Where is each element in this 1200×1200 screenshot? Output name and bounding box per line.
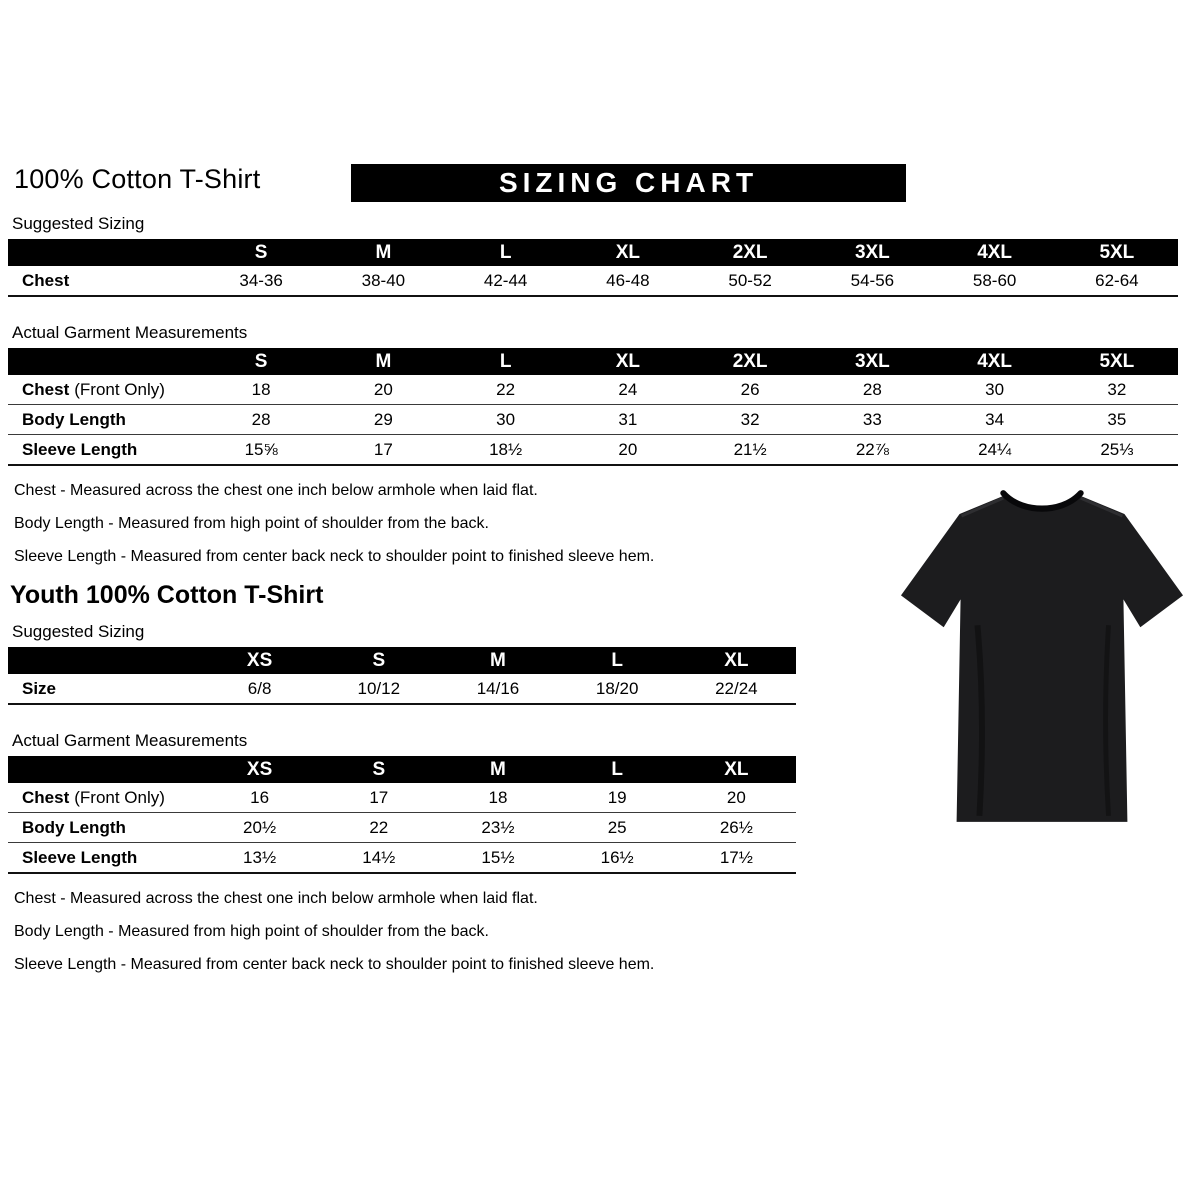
size-header: 3XL bbox=[811, 348, 933, 375]
size-cell: 18 bbox=[488, 787, 508, 807]
size-cell: 15½ bbox=[481, 847, 515, 867]
size-cell: 46-48 bbox=[606, 270, 650, 290]
size-cell: 34-36 bbox=[239, 270, 283, 290]
row-label-text: Chest bbox=[22, 787, 70, 807]
size-header: 2XL bbox=[689, 348, 811, 375]
row-label bbox=[8, 843, 200, 874]
row-label bbox=[8, 405, 200, 435]
size-cell: 21½ bbox=[733, 439, 767, 459]
row-label-text: Body Length bbox=[22, 817, 126, 837]
youth-garment-table bbox=[8, 756, 796, 874]
table-row bbox=[8, 435, 1178, 466]
row-label-note: (Front Only) bbox=[74, 787, 165, 807]
row-label-text: Sleeve Length bbox=[22, 439, 138, 459]
size-header: 5XL bbox=[1056, 348, 1178, 375]
size-header: M bbox=[438, 647, 557, 674]
size-header: XS bbox=[200, 756, 319, 783]
size-header: XL bbox=[677, 756, 796, 783]
youth-measurement-notes bbox=[14, 890, 1192, 974]
size-cell: 24 bbox=[618, 379, 638, 399]
adult-suggested-label: Suggested Sizing bbox=[12, 214, 145, 233]
table-row bbox=[8, 843, 796, 874]
size-header: 4XL bbox=[934, 348, 1056, 375]
table-header-row bbox=[8, 756, 796, 783]
row-label-text: Chest bbox=[22, 270, 70, 290]
size-header: M bbox=[322, 239, 444, 266]
size-header-blank bbox=[8, 647, 200, 674]
size-header: S bbox=[319, 647, 438, 674]
row-label bbox=[8, 266, 200, 296]
row-label-text: Chest bbox=[22, 379, 70, 399]
size-cell: 42-44 bbox=[483, 270, 528, 290]
size-cell: 32 bbox=[740, 409, 760, 429]
size-header: XS bbox=[200, 647, 319, 674]
size-header: 4XL bbox=[934, 239, 1056, 266]
row-label bbox=[8, 783, 200, 813]
size-header: XL bbox=[567, 239, 689, 266]
size-header-blank bbox=[8, 348, 200, 375]
size-cell: 18 bbox=[251, 379, 271, 399]
size-header: M bbox=[322, 348, 444, 375]
size-cell: 17½ bbox=[719, 847, 753, 867]
size-cell: 18/20 bbox=[595, 678, 639, 698]
size-cell: 25 bbox=[607, 817, 627, 837]
size-cell: 54-56 bbox=[850, 270, 895, 290]
tshirt-body bbox=[901, 495, 1183, 822]
size-cell: 28 bbox=[251, 409, 271, 429]
size-cell: 62-64 bbox=[1095, 270, 1139, 290]
row-label-text: Sleeve Length bbox=[22, 847, 138, 867]
size-header: XL bbox=[567, 348, 689, 375]
size-header: L bbox=[558, 647, 677, 674]
size-cell: 34 bbox=[985, 409, 1005, 429]
size-cell: 20 bbox=[373, 379, 393, 399]
size-cell: 22 bbox=[496, 379, 516, 399]
table-header-row bbox=[8, 647, 796, 674]
size-header-blank bbox=[8, 239, 200, 266]
row-label bbox=[8, 813, 200, 843]
size-cell: 58-60 bbox=[972, 270, 1017, 290]
size-cell: 38-40 bbox=[361, 270, 406, 290]
size-cell: 23½ bbox=[481, 817, 515, 837]
size-cell: 30 bbox=[985, 379, 1005, 399]
tshirt-graphic bbox=[898, 476, 1186, 834]
size-cell: 25⅓ bbox=[1100, 439, 1134, 459]
adult-garment-table bbox=[8, 348, 1178, 466]
note-line: Body Length - Measured from high point of shoulder from the back. bbox=[14, 923, 489, 940]
row-label-text: Body Length bbox=[22, 409, 126, 429]
size-cell: 22 bbox=[369, 817, 389, 837]
size-header: 2XL bbox=[689, 239, 811, 266]
row-label-text: Size bbox=[22, 678, 57, 698]
size-cell: 16 bbox=[250, 787, 270, 807]
size-header-blank bbox=[8, 756, 200, 783]
size-header: S bbox=[200, 239, 322, 266]
size-cell: 17 bbox=[373, 439, 393, 459]
table-header-row bbox=[8, 348, 1178, 375]
adult-garment-label: Actual Garment Measurements bbox=[12, 323, 248, 342]
size-header: L bbox=[445, 239, 567, 266]
black-tshirt-image bbox=[898, 476, 1186, 834]
size-cell: 35 bbox=[1107, 409, 1127, 429]
row-label bbox=[8, 674, 200, 704]
size-cell: 28 bbox=[862, 379, 882, 399]
size-cell: 24¼ bbox=[978, 439, 1012, 459]
size-cell: 17 bbox=[369, 787, 389, 807]
size-cell: 20½ bbox=[243, 817, 277, 837]
size-header: S bbox=[200, 348, 322, 375]
header-row bbox=[8, 164, 1192, 202]
size-cell: 50-52 bbox=[728, 270, 772, 290]
size-cell: 14/16 bbox=[476, 678, 520, 698]
youth-garment-label: Actual Garment Measurements bbox=[12, 731, 248, 750]
youth-suggested-label: Suggested Sizing bbox=[12, 622, 145, 641]
table-row bbox=[8, 266, 1178, 296]
note-line: Sleeve Length - Measured from center back neck to shoulder point to finished sleeve hem. bbox=[14, 548, 655, 565]
size-cell: 16½ bbox=[600, 847, 634, 867]
youth-section-title: Youth 100% Cotton T-Shirt bbox=[10, 581, 324, 609]
table-row bbox=[8, 405, 1178, 435]
size-header: 5XL bbox=[1056, 239, 1178, 266]
size-cell: 26½ bbox=[719, 817, 753, 837]
size-header: XL bbox=[677, 647, 796, 674]
size-header: S bbox=[319, 756, 438, 783]
size-cell: 15⅝ bbox=[244, 439, 278, 459]
size-cell: 31 bbox=[618, 409, 638, 429]
size-header: M bbox=[438, 756, 557, 783]
row-label-note: (Front Only) bbox=[74, 379, 165, 399]
table-header-row bbox=[8, 239, 1178, 266]
table-row bbox=[8, 813, 796, 843]
adult-section-title: 100% Cotton T-Shirt bbox=[14, 164, 261, 194]
size-cell: 10/12 bbox=[357, 678, 401, 698]
size-cell: 19 bbox=[607, 787, 627, 807]
size-cell: 22/24 bbox=[715, 678, 758, 698]
size-header: L bbox=[558, 756, 677, 783]
note-line: Body Length - Measured from high point of shoulder from the back. bbox=[14, 515, 489, 532]
size-header: L bbox=[445, 348, 567, 375]
table-row bbox=[8, 783, 796, 813]
size-cell: 22⅞ bbox=[855, 439, 889, 459]
size-cell: 20 bbox=[618, 439, 638, 459]
size-cell: 6/8 bbox=[247, 678, 272, 698]
note-line: Chest - Measured across the chest one inch below armhole when laid flat. bbox=[14, 890, 538, 907]
adult-suggested-table bbox=[8, 239, 1178, 297]
youth-suggested-table bbox=[8, 647, 796, 705]
size-cell: 13½ bbox=[243, 847, 277, 867]
size-cell: 32 bbox=[1107, 379, 1127, 399]
row-label bbox=[8, 375, 200, 405]
size-cell: 29 bbox=[373, 409, 393, 429]
size-cell: 26 bbox=[740, 379, 760, 399]
size-header: 3XL bbox=[811, 239, 933, 266]
sizing-chart-banner: SIZING CHART bbox=[351, 164, 906, 202]
size-cell: 18½ bbox=[489, 439, 523, 459]
size-cell: 20 bbox=[726, 787, 746, 807]
size-cell: 14½ bbox=[362, 847, 396, 867]
table-row bbox=[8, 674, 796, 704]
note-line: Chest - Measured across the chest one inch below armhole when laid flat. bbox=[14, 482, 538, 499]
size-cell: 30 bbox=[496, 409, 516, 429]
table-row bbox=[8, 375, 1178, 405]
size-cell: 33 bbox=[862, 409, 882, 429]
row-label bbox=[8, 435, 200, 466]
note-line: Sleeve Length - Measured from center back neck to shoulder point to finished sleeve hem. bbox=[14, 956, 655, 973]
